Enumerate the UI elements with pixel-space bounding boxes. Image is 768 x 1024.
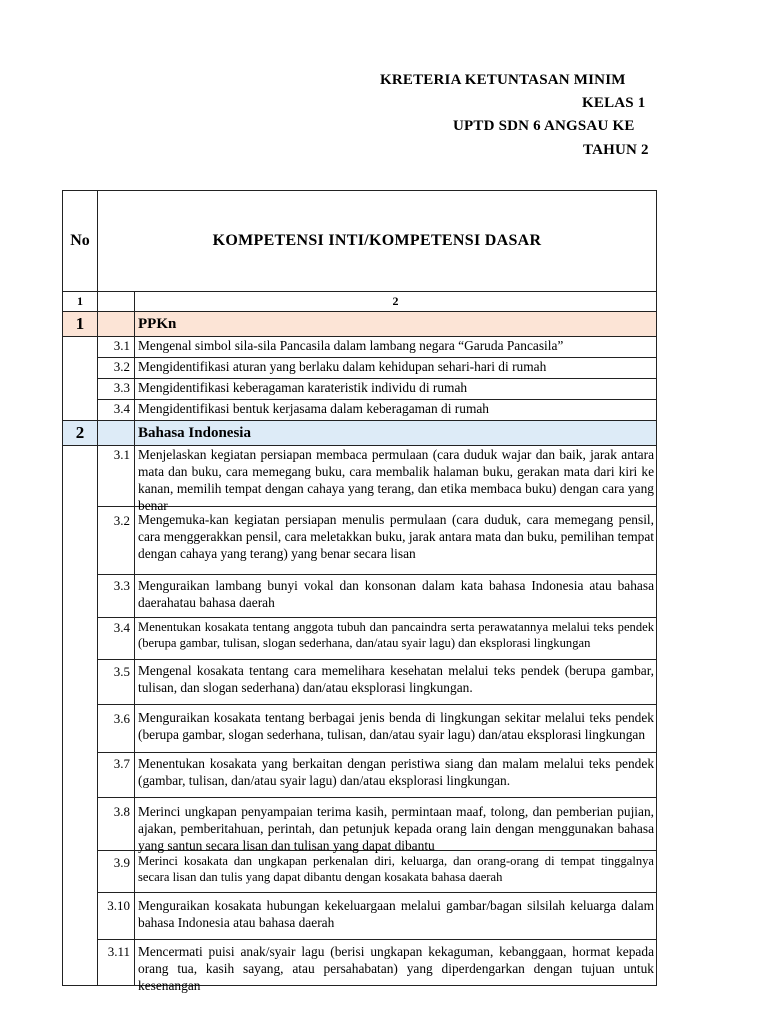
kd-text: Merinci ungkapan penyampaian terima kasih, permintaan maaf, tolong, dan pemberian pujian, ajakan, pemberitahuan, perintah, dan petunjuk kepada orang lain dengan menggunakan bahasa yang santun secara lisan dan tulisan yang dapat dibantu bbox=[138, 804, 655, 853]
section-number: 2 bbox=[63, 421, 98, 446]
kd-text: Menentukan kosakata tentang anggota tubuh dan pancaindra serta perawatannya melalui teks pendek (berupa gambar, tulisan, slogan sederhana, dan/atau syair lagu) dan eksplorasi lingkungan bbox=[138, 620, 655, 650]
kd-text: Mengidentifikasi bentuk kerjasama dalam keberagaman di rumah bbox=[135, 400, 657, 421]
kd-text-cell bbox=[135, 798, 657, 851]
kd-code: 3.6 bbox=[98, 705, 135, 753]
section-blank bbox=[98, 421, 135, 446]
title-line-2: KELAS 1 bbox=[582, 95, 646, 111]
title-line-4: TAHUN 2 bbox=[583, 142, 649, 158]
kd-text: Mencermati puisi anak/syair lagu (berisi ungkapan kekaguman, kebanggaan, hormat kepada orang tua, kasih sayang, atau persahabatan) yang diperdengarkan dengan tujuan untuk kesenangan bbox=[138, 944, 655, 993]
kd-code: 3.7 bbox=[98, 753, 135, 798]
kd-code: 3.4 bbox=[98, 618, 135, 660]
merged-no-cell bbox=[63, 337, 98, 421]
column-number-blank bbox=[98, 292, 135, 312]
kd-code: 3.8 bbox=[98, 798, 135, 851]
kd-text: Mengidentifikasi aturan yang berlaku dalam kehidupan sehari-hari di rumah bbox=[135, 358, 657, 379]
section-blank bbox=[98, 312, 135, 337]
section-number: 1 bbox=[63, 312, 98, 337]
table-row bbox=[63, 446, 657, 507]
kd-text-cell bbox=[135, 507, 657, 575]
kd-text-cell bbox=[135, 940, 657, 993]
kd-code: 3.2 bbox=[98, 507, 135, 575]
header-no: No bbox=[63, 191, 98, 292]
column-number-row bbox=[63, 292, 657, 312]
document-titles bbox=[0, 0, 768, 190]
section-row-bahasa-indonesia bbox=[63, 421, 657, 446]
kd-text-cell bbox=[135, 618, 657, 660]
kd-text-cell bbox=[135, 575, 657, 618]
table-row bbox=[63, 400, 657, 421]
kd-code: 3.10 bbox=[98, 893, 135, 940]
kd-text: Mengemuka-kan kegiatan persiapan menulis permulaan (cara duduk, cara memegang pensil, cara menggerakkan pensil, cara meletakkan buku, jarak antara mata dan buku, pemilihan tempat dengan cahaya yang terang) yang benar secara lisan bbox=[138, 512, 655, 561]
kkm-table bbox=[62, 190, 657, 993]
section-row-ppkn bbox=[63, 312, 657, 337]
kd-text: Merinci kosakata dan ungkapan perkenalan diri, keluarga, dan orang-orang di tempat tinggalnya secara lisan dan tulis yang dapat dibantu dengan kosakata bahasa daerah bbox=[138, 854, 655, 884]
column-number-2: 2 bbox=[135, 292, 657, 312]
kd-code: 3.3 bbox=[98, 379, 135, 400]
table-row bbox=[63, 753, 657, 798]
kd-text: Menentukan kosakata yang berkaitan dengan peristiwa siang dan malam melalui teks pendek (gambar, tulisan, dan/atau syair lagu) dan/atau eksplorasi lingkungan. bbox=[138, 756, 655, 788]
kd-text: Menjelaskan kegiatan persiapan membaca permulaan (cara duduk wajar dan baik, jarak antara mata dan buku, cara memegang buku, cara membalik halaman buku, gerakan mata dari kiri ke kanan, memilih tempat dengan cahaya yang terang, dan etika membaca buku) dengan cara yang benar bbox=[138, 447, 655, 513]
table-row bbox=[63, 705, 657, 753]
kd-code: 3.9 bbox=[98, 851, 135, 893]
section-title: Bahasa Indonesia bbox=[135, 421, 657, 446]
table-row bbox=[63, 660, 657, 705]
kd-text-cell bbox=[135, 446, 657, 513]
table-row bbox=[63, 379, 657, 400]
column-number-1: 1 bbox=[63, 292, 98, 312]
table-row bbox=[63, 507, 657, 575]
table-header-row bbox=[63, 191, 657, 292]
table-row bbox=[63, 851, 657, 893]
header-kikd: KOMPETENSI INTI/KOMPETENSI DASAR bbox=[98, 191, 657, 292]
title-line-1: KRETERIA KETUNTASAN MINIM bbox=[380, 72, 626, 88]
kd-code: 3.1 bbox=[98, 337, 135, 358]
kd-code: 3.2 bbox=[98, 358, 135, 379]
kd-text: Menguraikan lambang bunyi vokal dan konsonan dalam kata bahasa Indonesia atau bahasa daerahatau bahasa daerah bbox=[138, 578, 655, 610]
kd-code: 3.3 bbox=[98, 575, 135, 618]
table-row bbox=[63, 893, 657, 940]
kd-code: 3.4 bbox=[98, 400, 135, 421]
table-row bbox=[63, 618, 657, 660]
kd-text-cell bbox=[135, 753, 657, 798]
title-line-3: UPTD SDN 6 ANGSAU KE bbox=[453, 118, 635, 134]
kd-text-cell bbox=[135, 660, 657, 705]
kd-code: 3.5 bbox=[98, 660, 135, 705]
table-row bbox=[63, 337, 657, 358]
kkm-table-sheet bbox=[62, 190, 768, 993]
kd-text-cell bbox=[135, 851, 657, 893]
kd-text-cell bbox=[135, 705, 657, 753]
kd-text: Mengenal kosakata tentang cara memelihara kesehatan melalui teks pendek (berupa gambar, tulisan, dan slogan sederhana) dan/atau eksplorasi lingkungan. bbox=[138, 663, 655, 695]
kd-text: Mengenal simbol sila-sila Pancasila dalam lambang negara “Garuda Pancasila” bbox=[135, 337, 657, 358]
kd-text: Mengidentifikasi keberagaman karateristik individu di rumah bbox=[135, 379, 657, 400]
table-row bbox=[63, 798, 657, 851]
table-row bbox=[63, 575, 657, 618]
kd-text: Menguraikan kosakata hubungan kekeluargaan melalui gambar/bagan silsilah keluarga dalam bahasa Indonesia atau bahasa daerah bbox=[138, 898, 655, 930]
section-title: PPKn bbox=[135, 312, 657, 337]
kd-code: 3.11 bbox=[98, 940, 135, 986]
kd-text-cell bbox=[135, 893, 657, 940]
table-row bbox=[63, 358, 657, 379]
kd-code: 3.1 bbox=[98, 446, 135, 507]
table-row bbox=[63, 940, 657, 986]
kd-text: Menguraikan kosakata tentang berbagai jenis benda di lingkungan sekitar melalui teks pendek (berupa gambar, slogan sederhana, tulisan, dan/atau syair lagu) dan/atau eksplorasi lingkungan bbox=[138, 710, 655, 742]
merged-no-cell bbox=[63, 446, 98, 986]
